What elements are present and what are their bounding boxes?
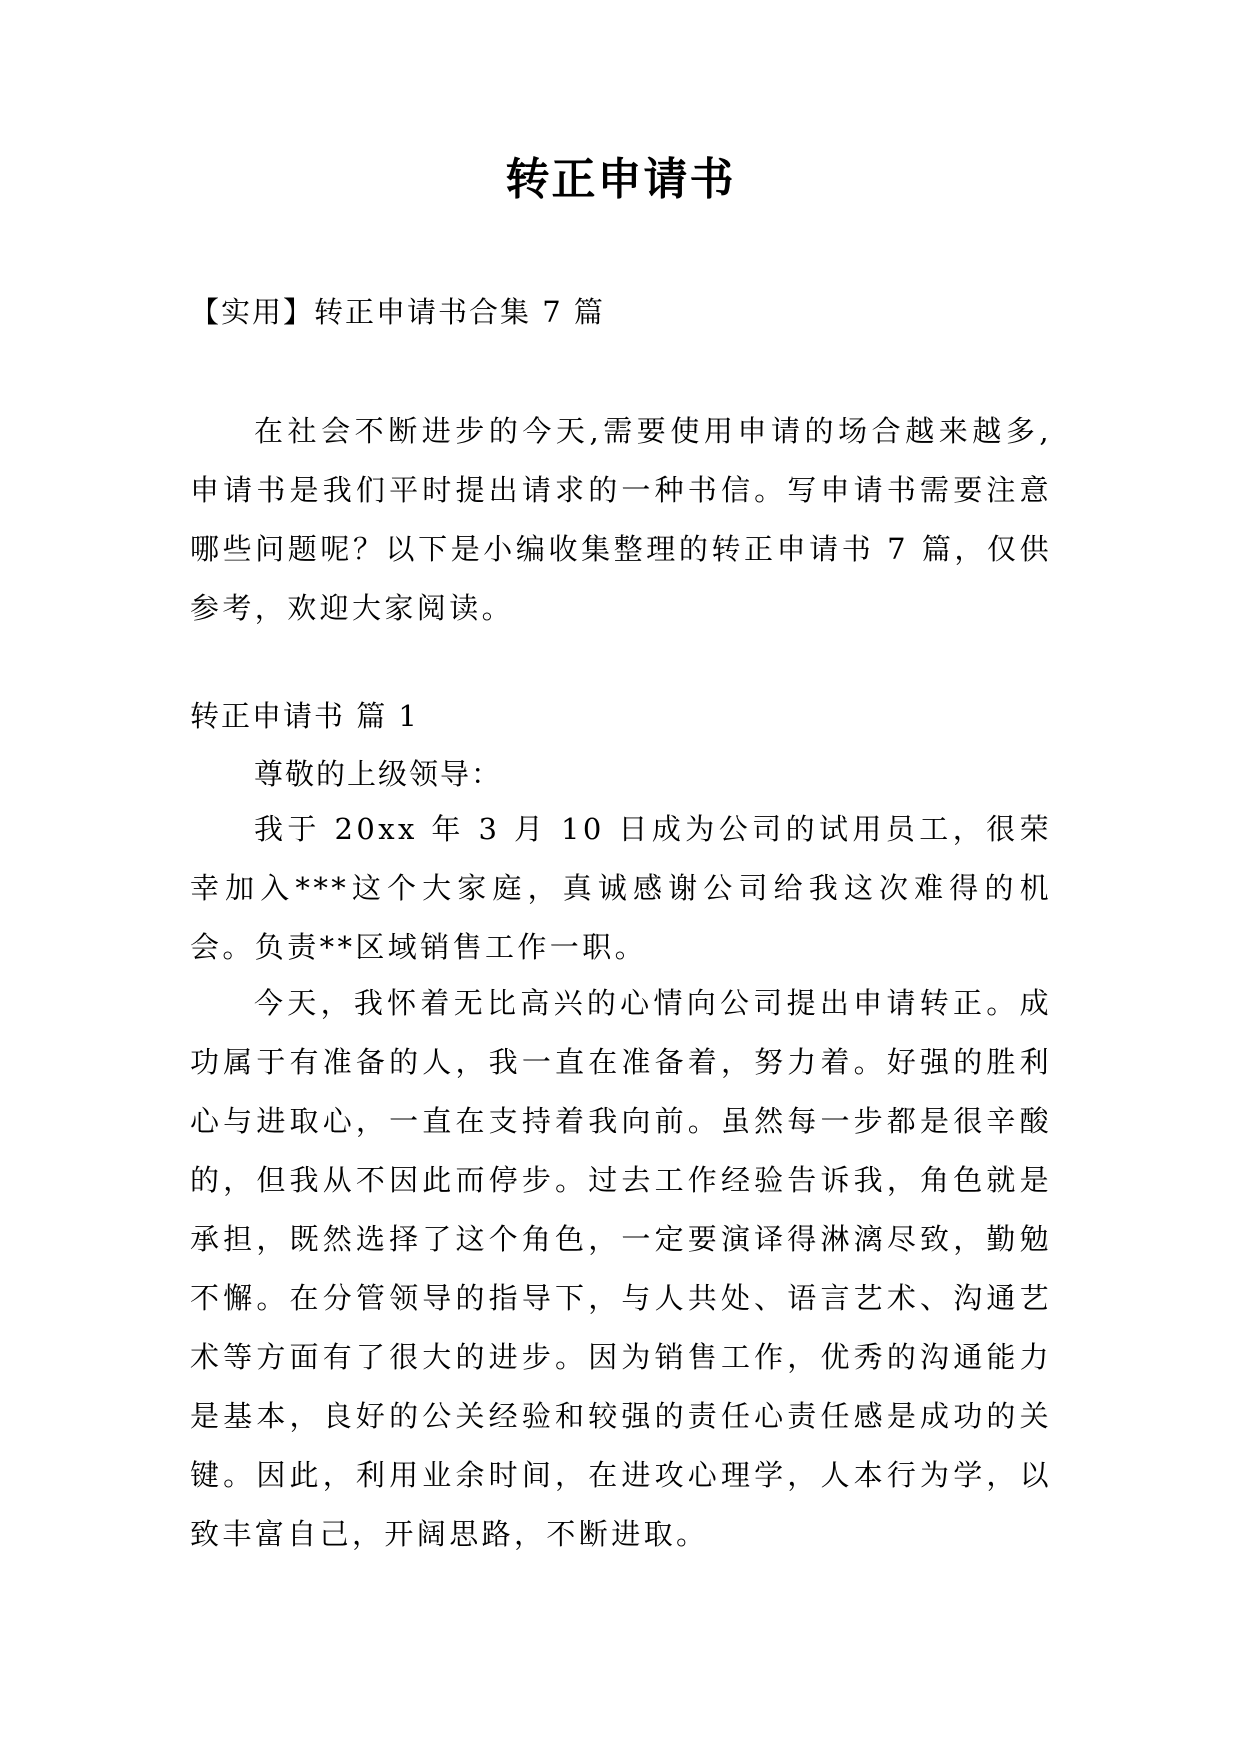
intro-paragraph: 在社会不断进步的今天,需要使用申请的场合越来越多,申请书是我们平时提出请求的一种书信。写申请书需要注意哪些问题呢？以下是小编收集整理的转正申请书 7 篇，仅供参考，欢迎大家阅读。 — [190, 414, 1052, 625]
body-paragraph-1: 我于 20xx 年 3 月 10 日成为公司的试用员工，很荣幸加入***这个大家庭，真诚感谢公司给我这次难得的机会。负责**区域销售工作一职。 — [190, 812, 1052, 964]
salutation: 尊敬的上级领导： — [254, 757, 503, 791]
body-paragraph-2: 今天，我怀着无比高兴的心情向公司提出申请转正。成功属于有准备的人，我一直在准备着，努力着。好强的胜利心与进取心，一直在支持着我向前。虽然每一步都是很辛酸的，但我从不因此而停步。过去工作经验告诉我，角色就是承担，既然选择了这个角色，一定要演译得淋漓尽致，勤勉不懈。在分管领导的指导下，与人共处、语言艺术、沟通艺术等方面有了很大的进步。因为销售工作，优秀的沟通能力是基本，良好的公关经验和较强的责任心责任感是成功的关键。因此，利用业余时间，在进攻心理学，人本行为学，以致丰富自己，开阔思路，不断进取。 — [190, 986, 1052, 1551]
section-heading: 转正申请书 篇 1 — [190, 699, 419, 733]
document-title: 转正申请书 — [505, 154, 736, 205]
document-subtitle: 【实用】转正申请书合集 7 篇 — [190, 295, 605, 329]
